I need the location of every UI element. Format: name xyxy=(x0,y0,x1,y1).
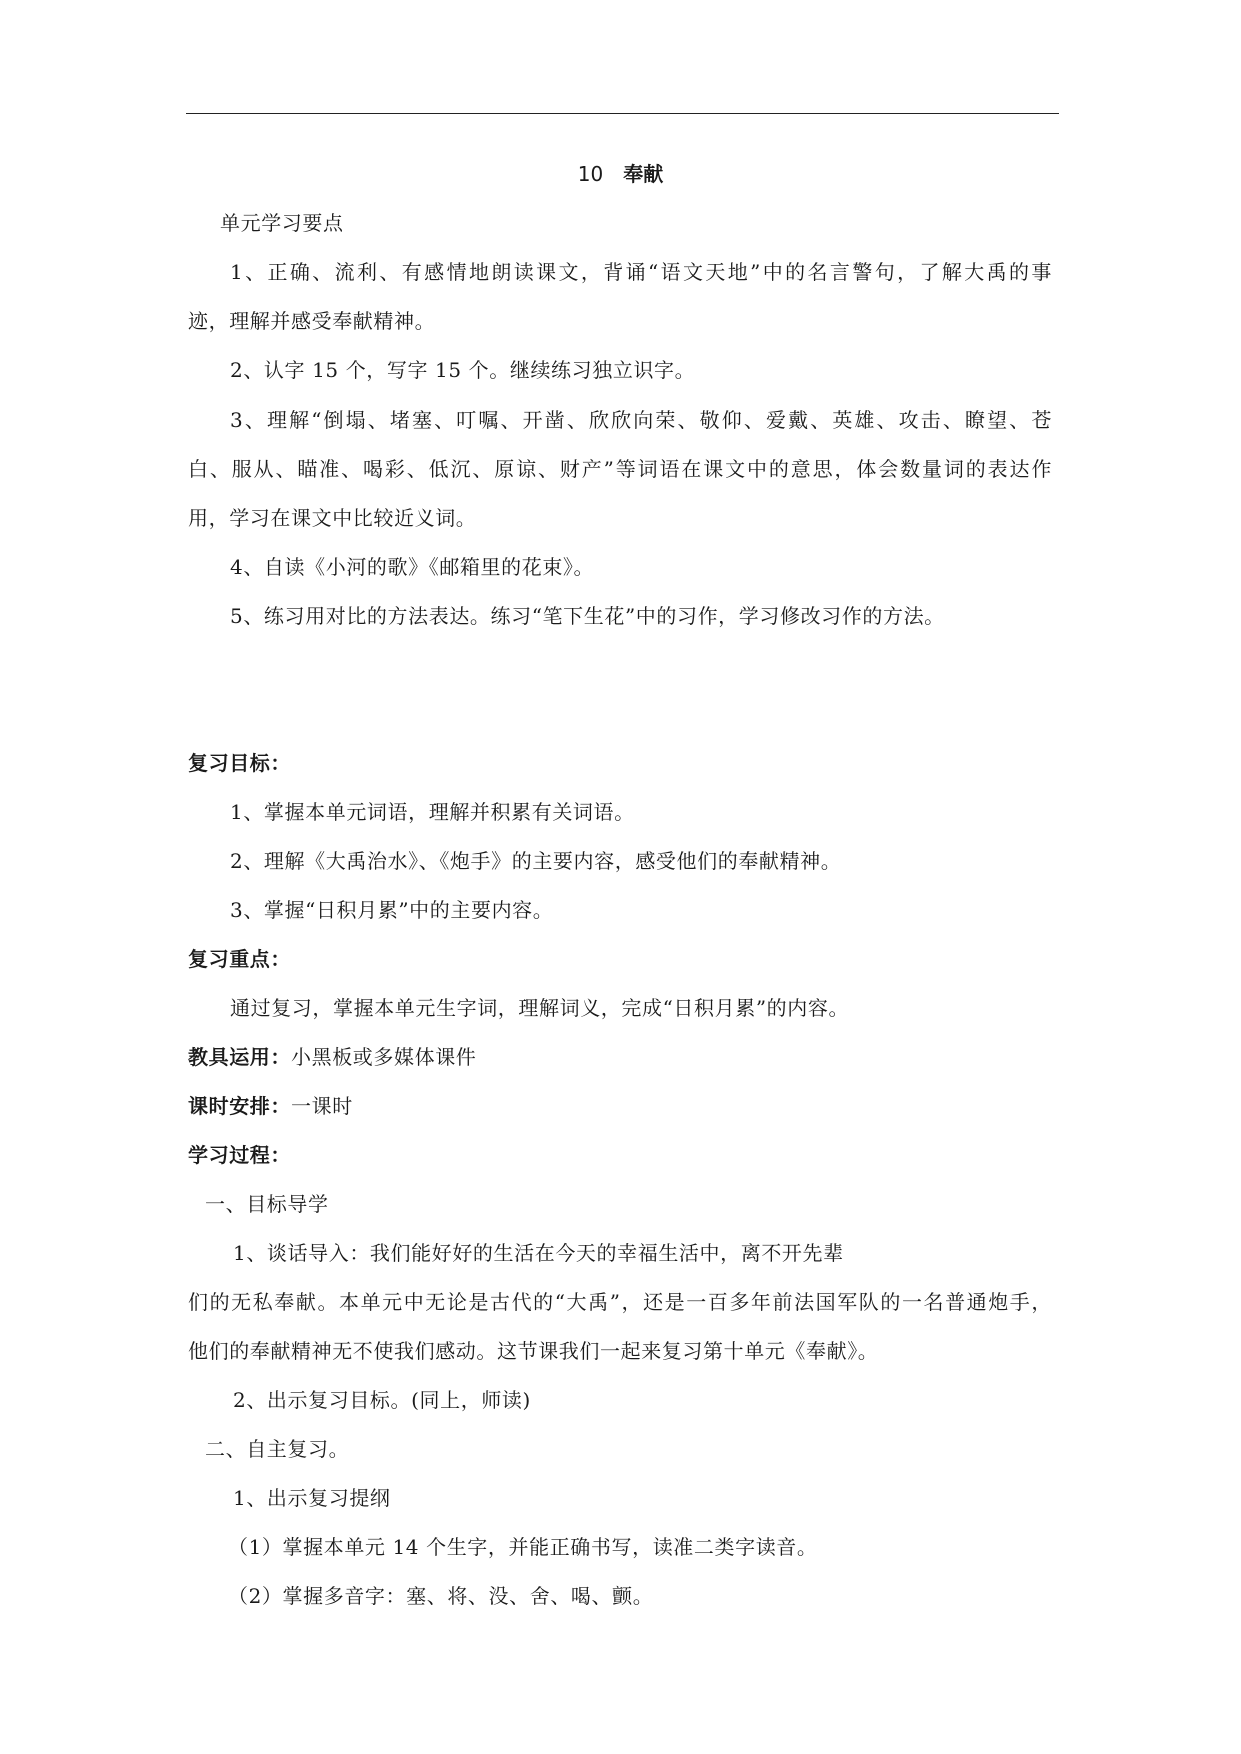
review-goal-2: 2、理解《大禹治水》、《炮手》的主要内容，感受他们的奉献精神。 xyxy=(230,849,842,873)
process-s2-para-1: 1、出示复习提纲 xyxy=(233,1486,391,1510)
process-section-2: 二、自主复习。 xyxy=(205,1437,350,1461)
review-goal-1: 1、掌握本单元词语，理解并积累有关词语。 xyxy=(230,800,635,824)
unit-point-3-line-1: 3、理解“倒塌、堵塞、叮嘱、开凿、欣欣向荣、敬仰、爱戴、英雄、攻击、瞭望、苍 xyxy=(230,408,1052,432)
tools-text: 小黑板或多媒体课件 xyxy=(291,1045,477,1069)
unit-points-heading: 单元学习要点 xyxy=(220,211,344,235)
unit-point-3-line-2: 白、服从、瞄准、喝彩、低沉、原谅、财产”等词语在课文中的意思，体会数量词的表达作 xyxy=(188,457,1052,481)
schedule-row xyxy=(188,1093,353,1119)
process-s2-item-2: （2）掌握多音字：塞、将、没、舍、喝、颤。 xyxy=(228,1584,654,1608)
unit-point-4: 4、自读《小河的歌》《邮箱里的花束》。 xyxy=(230,555,595,579)
header-rule xyxy=(186,113,1059,114)
process-section-1: 一、目标导学 xyxy=(205,1192,329,1216)
review-goal-3: 3、掌握“日积月累”中的主要内容。 xyxy=(230,898,554,922)
unit-point-1-line-2: 迹，理解并感受奉献精神。 xyxy=(188,309,436,333)
process-s1-para-2: 2、出示复习目标。(同上，师读) xyxy=(233,1388,531,1412)
schedule-label: 课时安排： xyxy=(188,1094,291,1118)
process-s2-item-1: （1）掌握本单元 14 个生字，并能正确书写，读准二类字读音。 xyxy=(228,1535,818,1559)
lesson-title: 奉献 xyxy=(623,162,664,186)
review-focus-text: 通过复习，掌握本单元生字词，理解词义，完成“日积月累”的内容。 xyxy=(230,996,850,1020)
lesson-number: 10 xyxy=(577,162,604,186)
tools-row xyxy=(188,1044,476,1070)
unit-point-1-line-1: 1、正确、流利、有感情地朗读课文，背诵“语文天地”中的名言警句，了解大禹的事 xyxy=(230,260,1052,284)
process-s1-para-1-line-1: 1、谈话导入：我们能好好的生活在今天的幸福生活中，离不开先辈 xyxy=(233,1241,844,1265)
review-goals-label: 复习目标： xyxy=(188,751,291,775)
tools-label: 教具运用： xyxy=(188,1045,291,1069)
review-focus-label: 复习重点： xyxy=(188,947,291,971)
unit-point-3-line-3: 用，学习在课文中比较近义词。 xyxy=(188,506,477,530)
process-s1-para-1-line-3: 他们的奉献精神无不使我们感动。这节课我们一起来复习第十单元《奉献》。 xyxy=(188,1339,879,1363)
page-title xyxy=(0,161,1241,187)
schedule-text: 一课时 xyxy=(291,1094,353,1118)
unit-point-5: 5、练习用对比的方法表达。练习“笔下生花”中的习作，学习修改习作的方法。 xyxy=(230,604,945,628)
unit-point-2: 2、认字 15 个，写字 15 个。继续练习独立识字。 xyxy=(230,358,696,382)
process-label: 学习过程： xyxy=(188,1143,291,1167)
process-s1-para-1-line-2: 们的无私奉献。本单元中无论是古代的“大禹”，还是一百多年前法国军队的一名普通炮手， xyxy=(188,1290,1052,1314)
